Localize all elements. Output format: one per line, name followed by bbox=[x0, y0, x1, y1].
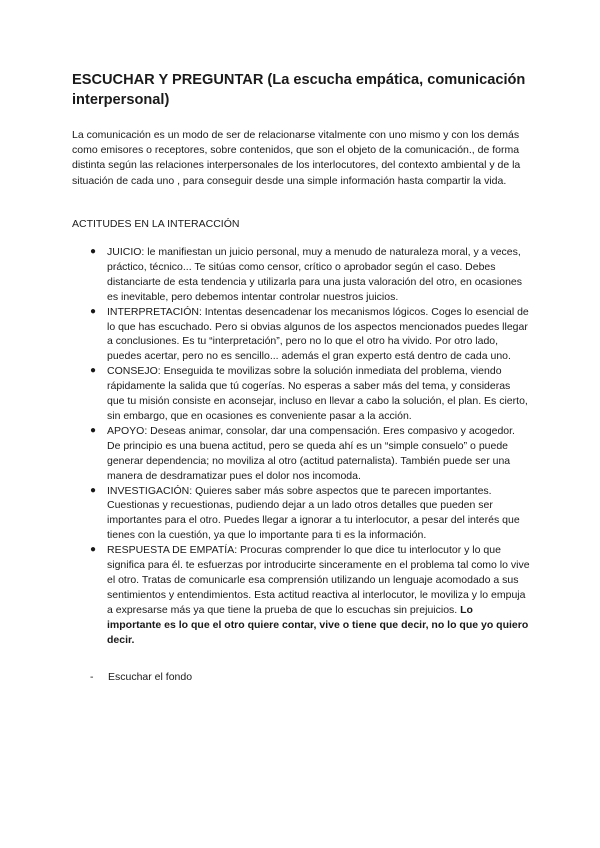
list-item-interpretacion bbox=[90, 305, 530, 365]
dash-item-text: Escuchar el fondo bbox=[108, 671, 193, 683]
section-heading: ACTITUDES EN LA INTERACCIÓN bbox=[72, 218, 240, 230]
dash-icon: - bbox=[90, 671, 94, 683]
list-item-text: INTERPRETACIÓN: Intentas desencadenar los mecanismos lógicos. Coges lo esencial de lo que has escuchado. Pero si obvias algunos de los aspectos mencionados puedes llegar a conclusiones. Es tu “interpretación”, pero no lo que el otro ha vivido. Por otro lado, puedes acertar, pero no es sencillo... además el gran experto está dentro de cada uno. bbox=[107, 305, 529, 363]
bullet-icon: ● bbox=[90, 365, 97, 377]
bullet-icon: ● bbox=[90, 424, 97, 436]
attitudes-list bbox=[90, 245, 530, 647]
list-item-investigacion bbox=[90, 484, 530, 544]
bullet-icon: ● bbox=[90, 305, 97, 317]
dash-list-item bbox=[90, 670, 490, 685]
list-item-empatia bbox=[90, 543, 530, 647]
list-item-consejo bbox=[90, 364, 530, 424]
bullet-icon: ● bbox=[90, 544, 97, 556]
list-item-text: INVESTIGACIÓN: Quieres saber más sobre aspectos que te parecen importantes. Cuestionas y recuestionas, pudiendo dejar a un lado otros detalles que pueden ser importantes para el otro. Puedes llegar a ignorar a tu interlocutor, a pesar del interés que tienes con la cuestión, ya que lo importante para ti es la información. bbox=[107, 484, 520, 542]
list-item-text: JUICIO: le manifiestan un juicio personal, muy a menudo de naturaleza moral, y a veces, práctico, técnico... Te sitúas como censor, crítico o aprobador según el caso. Debes distanciarte de esta tendencia y utilizarla para una justa valoración del otro, en ocasiones es inevitable, pero debemos intentar controlar nuestros juicios. bbox=[107, 246, 523, 303]
list-item-juicio bbox=[90, 245, 530, 305]
list-item-text: CONSEJO: Enseguida te movilizas sobre la solución inmediata del problema, viendo rápidamente la salida que tú cogerías. No esperas a saber más del tema, y consideras que tu misión consiste en aconsejar, incluso en llevar a cabo la solución, el plan. Es cierto, sin embargo, que en ocasiones es conveniente pasar a la acción. bbox=[107, 365, 528, 422]
list-item-emphasis: Lo importante es lo que el otro quiere contar, vive o tiene que decir, no lo que yo quiero decir. bbox=[107, 603, 529, 646]
list-item-text: RESPUESTA DE EMPATÍA: Procuras comprender lo que dice tu interlocutor y lo que significa para él. te esfuerzas por introducirte sinceramente en el problema tal como lo vive el otro. Tratas de comunicarle esa comprensión utilizando un lenguaje acomodado a sus sentimientos y entendimientos. Esta actitud reactiva al interlocutor, le moviliza y lo empuja a expresarse más ya que tiene la prueba de que lo escuchas sin prejuicios. bbox=[107, 544, 530, 616]
bullet-icon: ● bbox=[90, 484, 97, 496]
document-title: ESCUCHAR Y PREGUNTAR (La escucha empática, comunicación interpersonal) bbox=[72, 72, 526, 108]
list-item-text: APOYO: Deseas animar, consolar, dar una compensación. Eres compasivo y acogedor. De principio es una buena actitud, pero se queda ahí es un “simple consuelo” o puede generar dependencia; no moviliza al otro (actitud paternalista). También puede ser una manera de desdramatizar pues el dolor nos incomoda. bbox=[107, 424, 515, 482]
bullet-icon: ● bbox=[90, 246, 97, 257]
list-item-apoyo bbox=[90, 424, 530, 484]
intro-paragraph: La comunicación es un modo de ser de relacionarse vitalmente con uno mismo y con los demás como emisores o receptores, sobre contenidos, que son el objeto de la comunicación., de forma distinta según las relaciones interpersonales de los interlocutores, del contexto ambiental y de la situación de cada uno , para conseguir desde una simple información hasta compartir la vida. bbox=[72, 129, 521, 187]
